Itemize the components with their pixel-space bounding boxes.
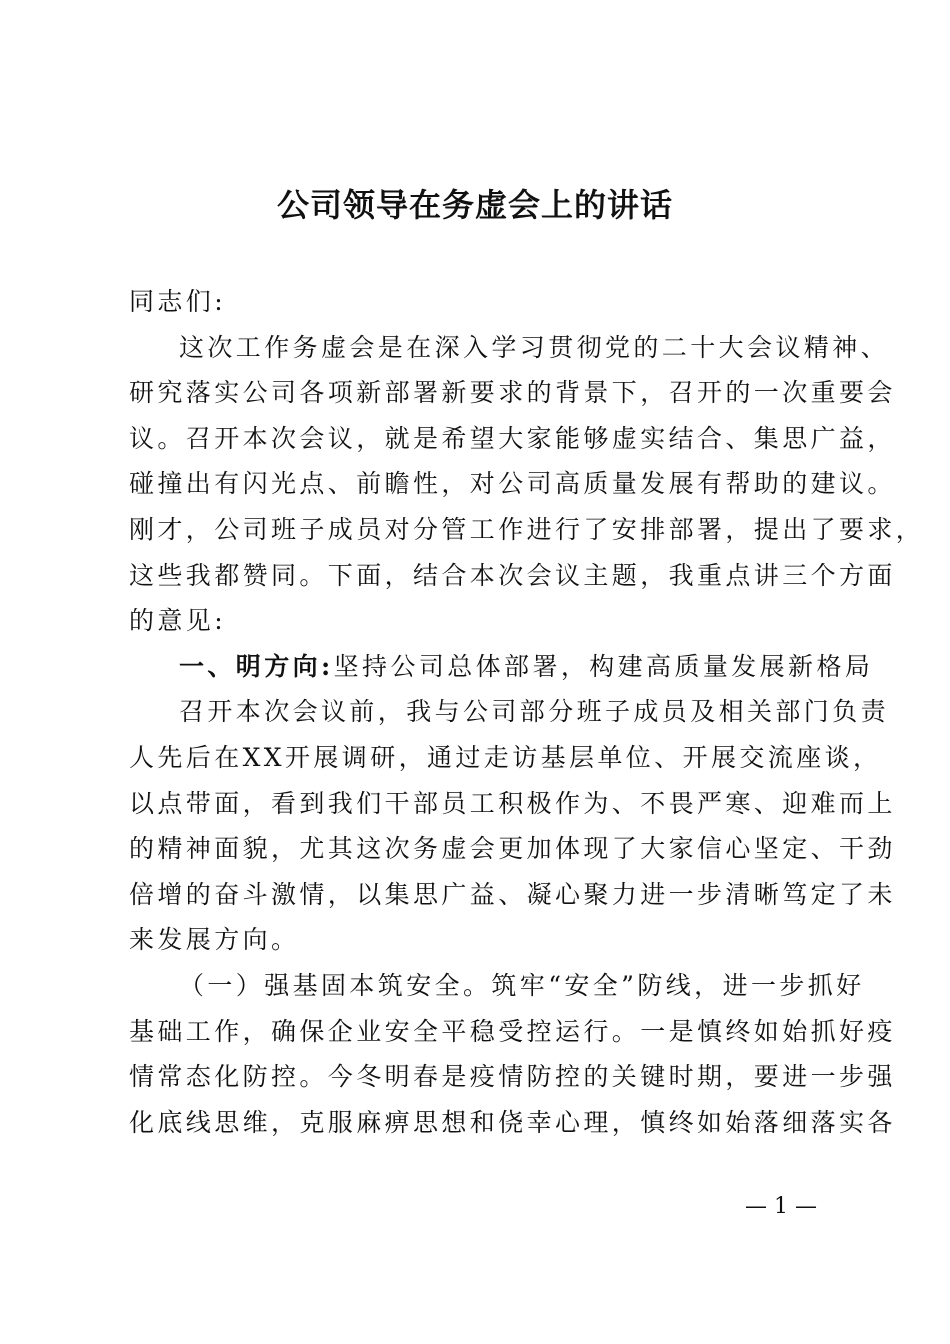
paragraph-line: 基础工作，确保企业安全平稳受控运行。一是慎终如始抓好疫 bbox=[129, 1016, 896, 1046]
paragraph-line: 的意见: bbox=[129, 606, 227, 636]
document-body bbox=[129, 279, 925, 1145]
paragraph-line: 情常态化防控。今冬明春是疫情防控的关键时期，要进一步强 bbox=[129, 1062, 896, 1092]
salutation: 同志们: bbox=[129, 287, 227, 316]
paragraph-line: 这次工作务虚会是在深入学习贯彻党的二十大会议精神、 bbox=[179, 332, 890, 362]
paragraph-line: 这些我都赞同。下面，结合本次会议主题，我重点讲三个方面 bbox=[129, 560, 896, 590]
paragraph-line: 议。召开本次会议，就是希望大家能够虚实结合、集思广益， bbox=[129, 423, 896, 453]
paragraph-line: （一）强基固本筑安全。筑牢“安全”防线，进一步抓好 bbox=[179, 970, 865, 1000]
paragraph-line: 化底线思维，克服麻痹思想和侥幸心理，慎终如始落细落实各 bbox=[129, 1107, 896, 1137]
paragraph-intro bbox=[129, 325, 925, 644]
paragraph-line: 来发展方向。 bbox=[129, 925, 300, 955]
page-number: — 1 — bbox=[745, 1194, 817, 1219]
paragraph-line: 碰撞出有闪光点、前瞻性，对公司高质量发展有帮助的建议。 bbox=[129, 469, 896, 499]
paragraph-line: 召开本次会议前，我与公司部分班子成员及相关部门负责 bbox=[179, 697, 890, 727]
section-heading-label: 一、明方向: bbox=[179, 651, 334, 681]
section-heading bbox=[129, 644, 874, 690]
paragraph-line: 倍增的奋斗激情，以集思广益、凝心聚力进一步清晰笃定了未 bbox=[129, 879, 896, 909]
paragraph-research bbox=[129, 689, 896, 963]
paragraph-safety bbox=[129, 963, 896, 1145]
paragraph-line: 研究落实公司各项新部署新要求的背景下，召开的一次重要会 bbox=[129, 378, 896, 408]
paragraph-line: 的精神面貌，尤其这次务虚会更加体现了大家信心坚定、干劲 bbox=[129, 834, 896, 864]
document-title: 公司领导在务虚会上的讲话 bbox=[276, 186, 673, 224]
paragraph-line: 人先后在XX开展调研，通过走访基层单位、开展交流座谈， bbox=[129, 742, 882, 772]
section-heading-text: 坚持公司总体部署，构建高质量发展新格局 bbox=[333, 651, 874, 681]
paragraph-line: 刚才，公司班子成员对分管工作进行了安排部署，提出了要求， bbox=[129, 514, 925, 544]
paragraph-line: 以点带面，看到我们干部员工积极作为、不畏严寒、迎难而上 bbox=[129, 788, 896, 818]
